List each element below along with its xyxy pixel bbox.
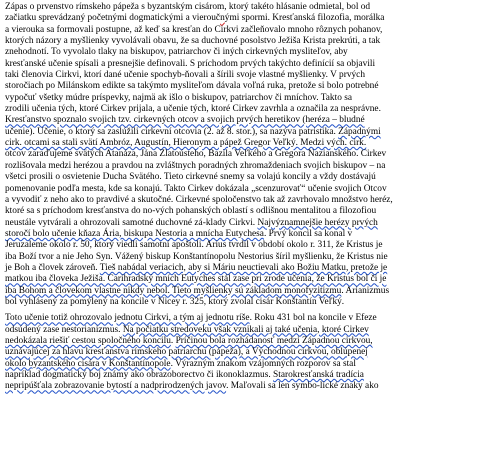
text-line xyxy=(5,47,476,58)
text-segment: . Výrazným znakom vzájomných rozporov sa stal xyxy=(170,358,356,369)
text-segment: zrodili učenia tých, ktoré Cirkev prijala, a učenie tých, ktoré Cirkev zavrhla a označila za nesprávne. xyxy=(5,104,381,115)
text-line xyxy=(5,325,476,336)
text-line xyxy=(5,81,476,92)
text-segment: taki členovia Cirkvi, ktorí dané učenie spochyb-ňovali a šírili svoje vlastné myšlienky. V prvých xyxy=(5,70,366,81)
text-segment: ými spormi. Kresťanská filozofia, morálka xyxy=(224,13,385,24)
text-line xyxy=(5,218,476,229)
text-segment: neustále vytvárali a ohrozovali samotné duchovné zá-klady Cirkvi. xyxy=(5,217,258,228)
text-segment: bol vyhlásený za pomýlený na koncile v Nicey r. 325, ktorý zvolal cisár Konštantín Veľký. xyxy=(5,296,345,307)
text-segment: a vyvodiť z neho ako to pravdivé a skutočné. Cirkevné spoločenstvo tak až zavrhovalo množstvo heréz, xyxy=(5,194,393,205)
text-line xyxy=(5,184,476,195)
text-segment: znehodnotí. To vyvolalo tlaky na biskupov, patriarchov či iných cirkevných mysliteľov, aby xyxy=(5,47,348,58)
flagged-text-segment: Kresťanstvo spoznalo svojich tzv. cirkevných otcov a svojich prvých heretikov (heréza – bludné xyxy=(5,115,365,126)
text-line xyxy=(5,381,476,392)
text-segment: Zápas o prvenstvo rímskeho pápeža s byzantským cisárom, ktorý takéto hlásanie odmietal, bol od xyxy=(5,2,371,12)
text-line xyxy=(5,25,476,36)
text-line xyxy=(5,286,476,297)
flagged-text-segment: nedokázala riešiť cestou spoločného koncilu xyxy=(5,335,171,346)
text-line xyxy=(5,206,476,217)
flagged-text-segment: storočí bolo učenie kňaza Ária, biskupa Nestoria a mnícha Eutychesa xyxy=(5,228,264,239)
text-segment: všetci prosili o osvietenie Ducha Svätého. Tieto cirkevné snemy sa volajú koncily a vždy dostávajú xyxy=(5,172,376,183)
paragraph-1 xyxy=(5,2,476,308)
text-segment: ktorých názory a myšlienky vyvolávali obavu, že sa duchovné posolstvo Ježiša Krista prekrúti, a tak xyxy=(5,36,381,47)
text-line xyxy=(5,336,476,347)
text-line xyxy=(5,115,476,126)
text-line xyxy=(5,240,476,251)
text-segment: pomenovanie podľa mesta, kde sa konajú. Takto Cirkev dokázala „scenzurovať“ učenie svojich Otcov xyxy=(5,183,387,194)
flagged-text-segment: iba Bohom a človekom vlastne nikdy nebol. Tieto myšlienky sú základom monofyzitizmu xyxy=(5,285,342,296)
flagged-text-segment: Na počiatku stredoveku však vznikali aj také učenia, ktoré Cirkev xyxy=(122,324,369,335)
text-segment: a vierouka sa formovali postupne, až keď sa kresťan do Cirkvi začleňovalo mnoho rôznych pohanov, xyxy=(5,24,383,35)
flagged-text-segment: n xyxy=(220,13,225,24)
text-segment: . Prvý koncil sa konal v xyxy=(263,228,353,239)
text-line xyxy=(5,370,476,381)
text-line xyxy=(5,359,476,370)
paragraph-2 xyxy=(5,313,476,392)
text-line xyxy=(5,149,476,160)
text-line xyxy=(5,274,476,285)
text-segment: je Boh a človek zároveň. xyxy=(5,262,100,273)
text-line xyxy=(5,138,476,149)
text-segment: ktoré sa s príchodom kresťanstva do no-vých pohanských oblastí s odlišnou mentalitou a filozofiou xyxy=(5,206,377,217)
flagged-text-segment: uznávajúcej za hlavu kresťanstva rímskeho patriarchu (pápeža), a Východnou cirkvou, oblúpenej xyxy=(5,347,368,358)
text-segment: storočiach po Milánskom edikte sa takýmto mysliteľom dávala voľná ruka, pretože si bolo potrebné xyxy=(5,81,379,92)
text-segment: vypočuť všetky múdre príspevky, najmä ak išlo o biskupov, patriarchov či mníchov. Takto sa xyxy=(5,92,352,103)
text-segment: rozlišovala medzi herézou a pravdou na zvláštnych poradných zhromaždeniach svojich biskupov – na xyxy=(5,160,386,171)
text-line xyxy=(5,263,476,274)
text-line xyxy=(5,161,476,172)
text-segment: učenie). Učenie, o ktorý sa zaslúžili cirkevní otcovia (2. až 8. stor.), sa nazýva patristika. xyxy=(5,126,339,137)
text-segment: . Maľovali sa len symbo-lické znaky ako xyxy=(226,381,379,392)
text-segment: . Arianizmus xyxy=(341,285,390,296)
text-line xyxy=(5,229,476,240)
text-line xyxy=(5,13,476,24)
flagged-text-segment: Tieš nabádal veriacich, aby si Máriu neuctievali ako Božiu Matku, pretože je xyxy=(99,262,388,273)
text-line xyxy=(5,252,476,263)
text-line xyxy=(5,195,476,206)
text-segment: kresťanské učenie spísali a presnejšie definovali. S príchodom prvých takýchto definícií sa objavili xyxy=(5,58,376,69)
text-segment: napríklad dogmatický boj známy ako obrazoborectvo či ikonoklazmus. xyxy=(5,370,274,380)
flagged-text-segment: Starokresťanská tradícia xyxy=(273,370,364,380)
text-segment: . Roku 431 bol na koncile v Efeze xyxy=(249,313,377,324)
flagged-text-segment: Toto učenie totiž ohrozovalo jednotu Cirkvi, a tým aj jednotu ríše xyxy=(5,313,250,324)
document-page xyxy=(5,2,476,393)
text-line xyxy=(5,36,476,47)
text-line xyxy=(5,70,476,81)
flagged-text-segment: cirk. otcami sa stali svätí Ambróz, Augustín, Hieronym a pápež Gregor Veľký. Medzi vých. cirk. xyxy=(5,138,367,149)
text-line xyxy=(5,2,476,13)
text-line xyxy=(5,297,476,308)
text-segment: Jeruzaleme okolo r. 50, ktorý viedli samotní apoštoli. Arius tvrdil v období okolo r. 311, že Kristus je xyxy=(5,240,383,251)
flagged-text-segment: Najvýznamnejšie herézy prvých xyxy=(257,217,378,228)
text-line xyxy=(5,172,476,183)
text-line xyxy=(5,127,476,138)
text-segment: iba Boží tvor a nie Jeho Syn. Vážený biskup Konštantínopolu Nestorius šíril myšlienku, že Kristus nie xyxy=(5,251,388,262)
text-line xyxy=(5,104,476,115)
text-line xyxy=(5,313,476,324)
text-segment: . xyxy=(170,335,176,346)
flagged-text-segment: Západnými xyxy=(338,126,381,137)
text-line xyxy=(5,59,476,70)
flagged-text-segment: nepripúšťala zobrazovanie bytostí a nadprirodzených javov xyxy=(5,381,227,392)
text-segment: odsúdený zase nestorianizmus. xyxy=(5,324,123,335)
flagged-text-segment: okolo byzantského cisára v Konštantínopole xyxy=(5,358,171,369)
text-line xyxy=(5,93,476,104)
flagged-text-segment: matkou iba človeka Ježiša. Carihradský mních Eutyches stál zase pri zrode učenia, že Kristus bol či je xyxy=(5,274,387,285)
text-segment: otcov zaraďujeme svätých Atanáza, Jána Zlatoústeho, Bazila Veľkého a Gregora Nazianského. Cirkev xyxy=(5,149,387,160)
text-segment: začiatku sprevádzaný početnými dogmatickými a vierouč xyxy=(5,13,221,24)
text-line xyxy=(5,347,476,358)
flagged-text-segment: Príčinou bola rozhádanosť medzi Západnou cirkvou, xyxy=(175,335,373,346)
